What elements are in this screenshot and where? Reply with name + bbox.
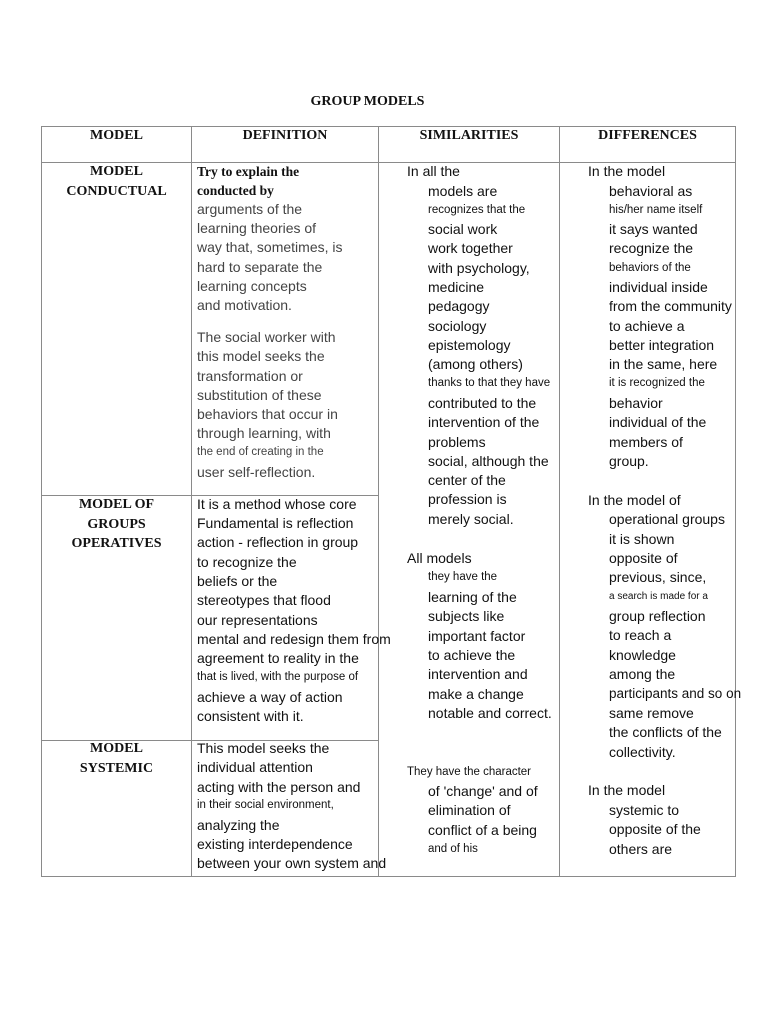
text-line: center of the bbox=[428, 472, 506, 488]
text-line: Fundamental is reflection bbox=[197, 515, 354, 531]
text-line: merely social. bbox=[428, 511, 514, 527]
text-line: acting with the person and bbox=[197, 779, 361, 795]
text-line: members of bbox=[609, 434, 683, 450]
text-line: behaviors that occur in bbox=[197, 406, 338, 422]
header-model: MODEL bbox=[90, 128, 143, 143]
model-name-systemic: MODEL SYSTEMIC bbox=[79, 741, 154, 776]
text-line: medicine bbox=[428, 279, 485, 295]
text-line: from the community bbox=[609, 298, 732, 314]
text-line: agreement to reality in the bbox=[197, 650, 359, 666]
text-line: thanks to that they have bbox=[428, 377, 551, 389]
text-line: to reach a bbox=[609, 627, 672, 643]
text-line: problems bbox=[428, 434, 486, 450]
table-border-top bbox=[41, 126, 736, 127]
text-line: beliefs or the bbox=[197, 573, 278, 589]
document-title: GROUP MODELS bbox=[310, 94, 425, 109]
text-line: behaviors of the bbox=[609, 262, 691, 274]
text-line: the end of creating in the bbox=[197, 446, 324, 458]
text-line: hard to separate the bbox=[197, 259, 323, 275]
text-line: learning concepts bbox=[197, 278, 307, 294]
text-line: existing interdependence bbox=[197, 836, 353, 852]
text-line: to achieve a bbox=[609, 318, 685, 334]
text-line: with psychology, bbox=[428, 260, 530, 276]
text-line: the conflicts of the bbox=[609, 724, 722, 740]
text-line: user self-reflection. bbox=[197, 464, 316, 480]
text-line: to recognize the bbox=[197, 554, 297, 570]
col-border-right bbox=[735, 126, 736, 877]
header-definition: DEFINITION bbox=[242, 128, 328, 143]
text-line: of 'change' and of bbox=[428, 783, 538, 799]
model-name-operatives: MODEL OF GROUPS OPERATIVES bbox=[71, 497, 162, 551]
text-line: social, although the bbox=[428, 453, 549, 469]
text-line: better integration bbox=[609, 337, 715, 353]
text-line: knowledge bbox=[609, 647, 676, 663]
text-line: individual of the bbox=[609, 414, 707, 430]
bullet-item: All models bbox=[407, 550, 472, 566]
header-similarities: SIMILARITIES bbox=[419, 128, 519, 143]
text-line: way that, sometimes, is bbox=[197, 239, 343, 255]
text-line: analyzing the bbox=[197, 817, 280, 833]
header-differences: DIFFERENCES bbox=[598, 128, 697, 143]
text-line: through learning, with bbox=[197, 425, 331, 441]
text-line: participants and so on bbox=[609, 686, 742, 701]
text-line: intervention of the bbox=[428, 414, 540, 430]
text-line: Try to explain the bbox=[197, 164, 300, 179]
text-line: group. bbox=[609, 453, 649, 469]
text-line: in the same, here bbox=[609, 356, 718, 372]
text-line: intervention and bbox=[428, 666, 528, 682]
text-line: behavior bbox=[609, 395, 663, 411]
text-line: work together bbox=[428, 240, 513, 256]
text-line: pedagogy bbox=[428, 298, 490, 314]
text-line: It is a method whose core bbox=[197, 496, 357, 512]
text-line: epistemology bbox=[428, 337, 511, 353]
text-line: collectivity. bbox=[609, 744, 676, 760]
text-line: achieve a way of action bbox=[197, 689, 343, 705]
bullet-item: In the model bbox=[588, 163, 666, 179]
text-line: recognizes that the bbox=[428, 204, 526, 216]
bullet-item: In the model of bbox=[588, 492, 681, 508]
model-name-conductual: MODEL CONDUCTUAL bbox=[66, 164, 167, 199]
col-divider-2 bbox=[378, 126, 379, 877]
text-line: that is lived, with the purpose of bbox=[197, 671, 359, 683]
bullet-item: In all the bbox=[407, 163, 460, 179]
text-line: sociology bbox=[428, 318, 487, 334]
bullet-item: They have the character bbox=[407, 766, 532, 778]
text-line: important factor bbox=[428, 628, 526, 644]
text-line: they have the bbox=[428, 571, 498, 583]
text-line: this model seeks the bbox=[197, 348, 325, 364]
text-line: it is shown bbox=[609, 531, 675, 547]
text-line: make a change bbox=[428, 686, 524, 702]
text-line: mental and redesign them from bbox=[197, 631, 391, 647]
text-line: individual inside bbox=[609, 279, 708, 295]
text-line: operational groups bbox=[609, 511, 725, 527]
text-line: opposite of bbox=[609, 550, 678, 566]
text-line: systemic to bbox=[609, 802, 680, 818]
text-line: arguments of the bbox=[197, 201, 303, 217]
text-line: and of his bbox=[428, 843, 478, 855]
text-line: a search is made for a bbox=[609, 591, 708, 602]
text-line: The social worker with bbox=[197, 329, 336, 345]
text-line: conducted by bbox=[197, 183, 274, 198]
text-line: consistent with it. bbox=[197, 708, 304, 724]
text-line: stereotypes that flood bbox=[197, 592, 331, 608]
text-line: among the bbox=[609, 666, 676, 682]
text-line: between your own system and bbox=[197, 855, 387, 871]
text-line: and motivation. bbox=[197, 297, 292, 313]
text-line: learning of the bbox=[428, 589, 517, 605]
text-line: his/her name itself bbox=[609, 204, 703, 216]
text-line: transformation or bbox=[197, 368, 303, 384]
text-line: social work bbox=[428, 221, 498, 237]
col-divider-3 bbox=[559, 126, 560, 877]
text-line: others are bbox=[609, 841, 673, 857]
text-line: conflict of a being bbox=[428, 822, 537, 838]
text-line: our representations bbox=[197, 612, 318, 628]
text-line: opposite of the bbox=[609, 821, 701, 837]
text-line: individual attention bbox=[197, 759, 313, 775]
table-border-bottom bbox=[41, 876, 736, 877]
text-line: learning theories of bbox=[197, 220, 317, 236]
text-line: models are bbox=[428, 183, 498, 199]
text-line: in their social environment, bbox=[197, 799, 334, 811]
text-line: substitution of these bbox=[197, 387, 322, 403]
text-line: group reflection bbox=[609, 608, 706, 624]
text-line: subjects like bbox=[428, 608, 505, 624]
text-line: This model seeks the bbox=[197, 740, 330, 756]
text-line: notable and correct. bbox=[428, 705, 552, 721]
text-line: recognize the bbox=[609, 240, 694, 256]
text-line: previous, since, bbox=[609, 569, 707, 585]
text-line: it is recognized the bbox=[609, 377, 705, 389]
text-line: behavioral as bbox=[609, 183, 693, 199]
text-line: to achieve the bbox=[428, 647, 516, 663]
text-line: elimination of bbox=[428, 802, 511, 818]
text-line: action - reflection in group bbox=[197, 534, 359, 550]
text-line: profession is bbox=[428, 491, 507, 507]
bullet-item: In the model bbox=[588, 782, 666, 798]
text-line: it says wanted bbox=[609, 221, 698, 237]
text-line: contributed to the bbox=[428, 395, 537, 411]
text-line: same remove bbox=[609, 705, 694, 721]
text-line: (among others) bbox=[428, 356, 523, 372]
col-divider-1 bbox=[191, 126, 192, 877]
